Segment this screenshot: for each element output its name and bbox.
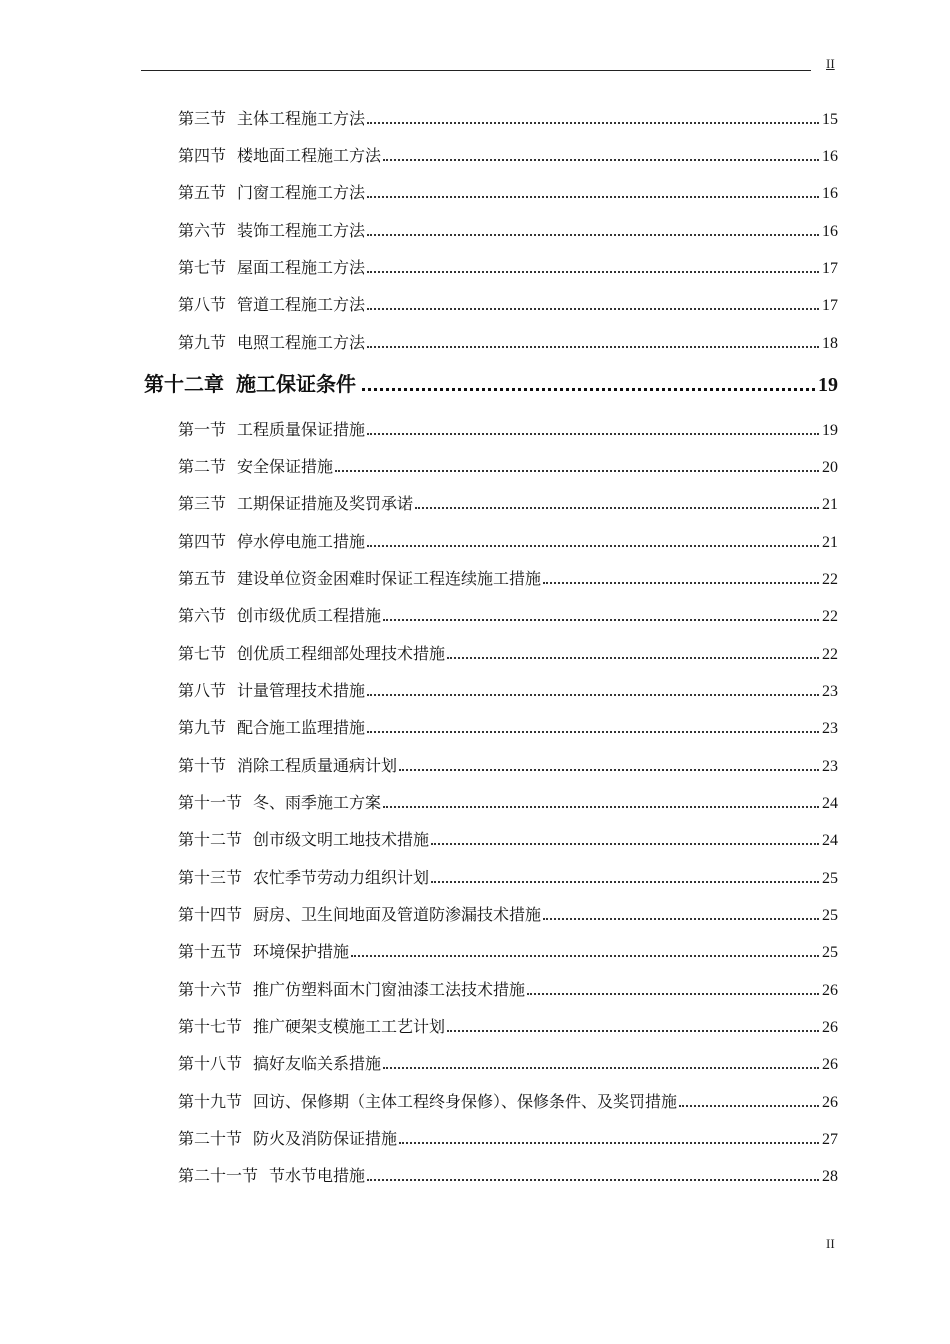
toc-entry-number: 第十五节 bbox=[178, 942, 243, 961]
toc-entry-title: 管道工程施工方法 bbox=[237, 295, 366, 314]
toc-leader-dots bbox=[447, 1030, 819, 1032]
toc-entry-title: 创市级文明工地技术措施 bbox=[253, 830, 430, 849]
toc-entry[interactable] bbox=[178, 292, 838, 314]
toc-entry-title: 屋面工程施工方法 bbox=[237, 258, 366, 277]
toc-entry[interactable] bbox=[178, 417, 838, 439]
toc-leader-dots bbox=[367, 234, 819, 236]
toc-entry[interactable] bbox=[178, 865, 838, 887]
toc-entry-page: 26 bbox=[822, 1094, 838, 1111]
toc-entry-title: 冬、雨季施工方案 bbox=[253, 793, 382, 812]
toc-leader-dots bbox=[351, 955, 819, 957]
toc-entry-title: 推广仿塑料面木门窗油漆工法技术措施 bbox=[253, 980, 526, 999]
toc-entry-page: 21 bbox=[822, 496, 838, 513]
toc-entry-number: 第十二节 bbox=[178, 830, 243, 849]
toc-leader-dots bbox=[383, 619, 819, 621]
toc-entry-title: 电照工程施工方法 bbox=[237, 333, 366, 352]
toc-entry[interactable] bbox=[178, 218, 838, 240]
toc-entry[interactable] bbox=[178, 678, 838, 700]
toc-leader-dots bbox=[399, 769, 819, 771]
toc-entry-page: 22 bbox=[822, 608, 838, 625]
toc-entry-page: 19 bbox=[822, 422, 838, 439]
toc-entry-title: 工期保证措施及奖罚承诺 bbox=[237, 494, 414, 513]
toc-entry-page: 17 bbox=[822, 297, 838, 314]
toc-leader-dots bbox=[367, 731, 819, 733]
toc-entry[interactable] bbox=[178, 790, 838, 812]
toc-leader-dots bbox=[367, 694, 819, 696]
toc-entry-number: 第五节 bbox=[178, 569, 227, 588]
toc-entry-number: 第六节 bbox=[178, 606, 227, 625]
toc-entry-number: 第十八节 bbox=[178, 1054, 243, 1073]
toc-entry[interactable] bbox=[178, 566, 838, 588]
toc-entry-title: 创优质工程细部处理技术措施 bbox=[237, 644, 446, 663]
toc-leader-dots bbox=[447, 657, 819, 659]
toc-entry[interactable] bbox=[178, 1014, 838, 1036]
toc-leader-dots bbox=[527, 993, 819, 995]
toc-entry-title: 节水节电措施 bbox=[269, 1166, 366, 1185]
toc-leader-dots bbox=[367, 346, 819, 348]
toc-entry-page: 21 bbox=[822, 534, 838, 551]
toc-entry-page: 23 bbox=[822, 720, 838, 737]
toc-entry-number: 第十九节 bbox=[178, 1092, 243, 1111]
toc-entry[interactable] bbox=[178, 977, 838, 999]
toc-entry-page: 16 bbox=[822, 148, 838, 165]
toc-entry-title: 推广硬架支模施工工艺计划 bbox=[253, 1017, 446, 1036]
toc-entry-page: 24 bbox=[822, 832, 838, 849]
toc-entry[interactable] bbox=[178, 255, 838, 277]
toc-entry[interactable] bbox=[178, 603, 838, 625]
toc-entry-title: 配合施工监理措施 bbox=[237, 718, 366, 737]
toc-entry-number: 第十一节 bbox=[178, 793, 243, 812]
toc-leader-dots bbox=[543, 918, 819, 920]
toc-leader-dots bbox=[415, 507, 819, 509]
toc-entry-page: 26 bbox=[822, 982, 838, 999]
toc-entry-page: 22 bbox=[822, 571, 838, 588]
toc-entry-number: 第四节 bbox=[178, 532, 227, 551]
toc-chapter-number: 第十二章 bbox=[144, 372, 224, 396]
toc-leader-dots bbox=[383, 159, 819, 161]
toc-entry-number: 第五节 bbox=[178, 183, 227, 202]
toc-entry[interactable] bbox=[178, 715, 838, 737]
toc-entry-page: 16 bbox=[822, 185, 838, 202]
toc-entry[interactable] bbox=[178, 180, 838, 202]
toc-entry-title: 装饰工程施工方法 bbox=[237, 221, 366, 240]
toc-entry-title: 计量管理技术措施 bbox=[237, 681, 366, 700]
toc-entry-page: 23 bbox=[822, 683, 838, 700]
toc-entry-number: 第七节 bbox=[178, 258, 227, 277]
toc-entry-page: 20 bbox=[822, 459, 838, 476]
toc-entry-number: 第三节 bbox=[178, 494, 227, 513]
toc-entry-page: 25 bbox=[822, 907, 838, 924]
toc-entry[interactable] bbox=[178, 1163, 838, 1185]
toc-entry-title: 楼地面工程施工方法 bbox=[237, 146, 382, 165]
toc-leader-dots bbox=[399, 1142, 819, 1144]
toc-entry[interactable] bbox=[178, 330, 838, 352]
toc-entry-page: 28 bbox=[822, 1168, 838, 1185]
toc-leader-dots bbox=[367, 545, 819, 547]
toc-entry-page: 26 bbox=[822, 1056, 838, 1073]
toc-entry-page: 26 bbox=[822, 1019, 838, 1036]
toc-leader-dots bbox=[383, 806, 819, 808]
toc-entry-title: 防火及消防保证措施 bbox=[253, 1129, 398, 1148]
header-page-number: II bbox=[826, 56, 835, 71]
toc-entry-page: 24 bbox=[822, 795, 838, 812]
toc-entry[interactable] bbox=[178, 939, 838, 961]
toc-entry-number: 第十七节 bbox=[178, 1017, 243, 1036]
toc-entry-page: 18 bbox=[822, 335, 838, 352]
toc-entry-page: 27 bbox=[822, 1131, 838, 1148]
toc-leader-dots bbox=[679, 1105, 819, 1107]
toc-entry-number: 第二十节 bbox=[178, 1129, 243, 1148]
toc-entry-number: 第十三节 bbox=[178, 868, 243, 887]
toc-entry-page: 15 bbox=[822, 111, 838, 128]
toc-entry-page: 23 bbox=[822, 758, 838, 775]
toc-entry-number: 第十六节 bbox=[178, 980, 243, 999]
toc-chapter-page: 19 bbox=[818, 374, 838, 396]
toc-leader-dots bbox=[362, 388, 815, 391]
toc-entry-title: 农忙季节劳动力组织计划 bbox=[253, 868, 430, 887]
toc-entry[interactable] bbox=[178, 454, 838, 476]
header-rule bbox=[141, 70, 811, 71]
toc-entry[interactable] bbox=[178, 1051, 838, 1073]
toc-entry-title: 建设单位资金困难时保证工程连续施工措施 bbox=[237, 569, 542, 588]
toc-leader-dots bbox=[367, 196, 819, 198]
toc-entry-number: 第一节 bbox=[178, 420, 227, 439]
toc-entry-number: 第七节 bbox=[178, 644, 227, 663]
toc-entry-page: 22 bbox=[822, 646, 838, 663]
toc-entry[interactable] bbox=[178, 1089, 838, 1111]
toc-entry[interactable] bbox=[178, 753, 838, 775]
toc-entry-number: 第八节 bbox=[178, 681, 227, 700]
toc-entry-number: 第三节 bbox=[178, 109, 227, 128]
toc-entry-title: 消除工程质量通病计划 bbox=[237, 756, 398, 775]
toc-entry-title: 环境保护措施 bbox=[253, 942, 350, 961]
toc-chapter-title: 施工保证条件 bbox=[236, 372, 356, 396]
toc-leader-dots bbox=[431, 843, 819, 845]
toc-entry[interactable] bbox=[178, 902, 838, 924]
toc-entry-number: 第八节 bbox=[178, 295, 227, 314]
toc-entry[interactable] bbox=[178, 491, 838, 513]
toc-leader-dots bbox=[383, 1067, 819, 1069]
toc-entry[interactable] bbox=[178, 827, 838, 849]
toc-entry-page: 25 bbox=[822, 870, 838, 887]
toc-leader-dots bbox=[367, 122, 819, 124]
toc-entry-title: 主体工程施工方法 bbox=[237, 109, 366, 128]
toc-leader-dots bbox=[367, 433, 819, 435]
toc-entry-number: 第十节 bbox=[178, 756, 227, 775]
toc-entry-title: 停水停电施工措施 bbox=[237, 532, 366, 551]
toc-entry-number: 第九节 bbox=[178, 718, 227, 737]
toc-entry[interactable] bbox=[178, 641, 838, 663]
toc-entry-title: 工程质量保证措施 bbox=[237, 420, 366, 439]
toc-entry-number: 第十四节 bbox=[178, 905, 243, 924]
toc-entry-number: 第二节 bbox=[178, 457, 227, 476]
footer-page-number: II bbox=[826, 1236, 835, 1251]
toc-entry[interactable] bbox=[178, 106, 838, 128]
toc-entry[interactable] bbox=[178, 1126, 838, 1148]
toc-entry-page: 25 bbox=[822, 944, 838, 961]
toc-chapter-entry[interactable] bbox=[144, 368, 838, 396]
toc-leader-dots bbox=[335, 470, 819, 472]
toc-entry-number: 第九节 bbox=[178, 333, 227, 352]
toc-entry-number: 第四节 bbox=[178, 146, 227, 165]
toc-entry[interactable] bbox=[178, 143, 838, 165]
toc-entry-title: 厨房、卫生间地面及管道防渗漏技术措施 bbox=[253, 905, 542, 924]
toc-entry-page: 16 bbox=[822, 223, 838, 240]
toc-leader-dots bbox=[367, 271, 819, 273]
toc-entry-number: 第二十一节 bbox=[178, 1166, 259, 1185]
toc-leader-dots bbox=[431, 881, 819, 883]
toc-leader-dots bbox=[543, 582, 819, 584]
toc-entry-page: 17 bbox=[822, 260, 838, 277]
toc-entry[interactable] bbox=[178, 529, 838, 551]
toc-entry-title: 门窗工程施工方法 bbox=[237, 183, 366, 202]
toc-entry-title: 回访、保修期（主体工程终身保修）、保修条件、及奖罚措施 bbox=[253, 1092, 678, 1111]
toc-entry-title: 创市级优质工程措施 bbox=[237, 606, 382, 625]
toc-leader-dots bbox=[367, 308, 819, 310]
toc-entry-number: 第六节 bbox=[178, 221, 227, 240]
toc-leader-dots bbox=[367, 1179, 819, 1181]
toc-entry-title: 安全保证措施 bbox=[237, 457, 334, 476]
toc-entry-title: 搞好友临关系措施 bbox=[253, 1054, 382, 1073]
